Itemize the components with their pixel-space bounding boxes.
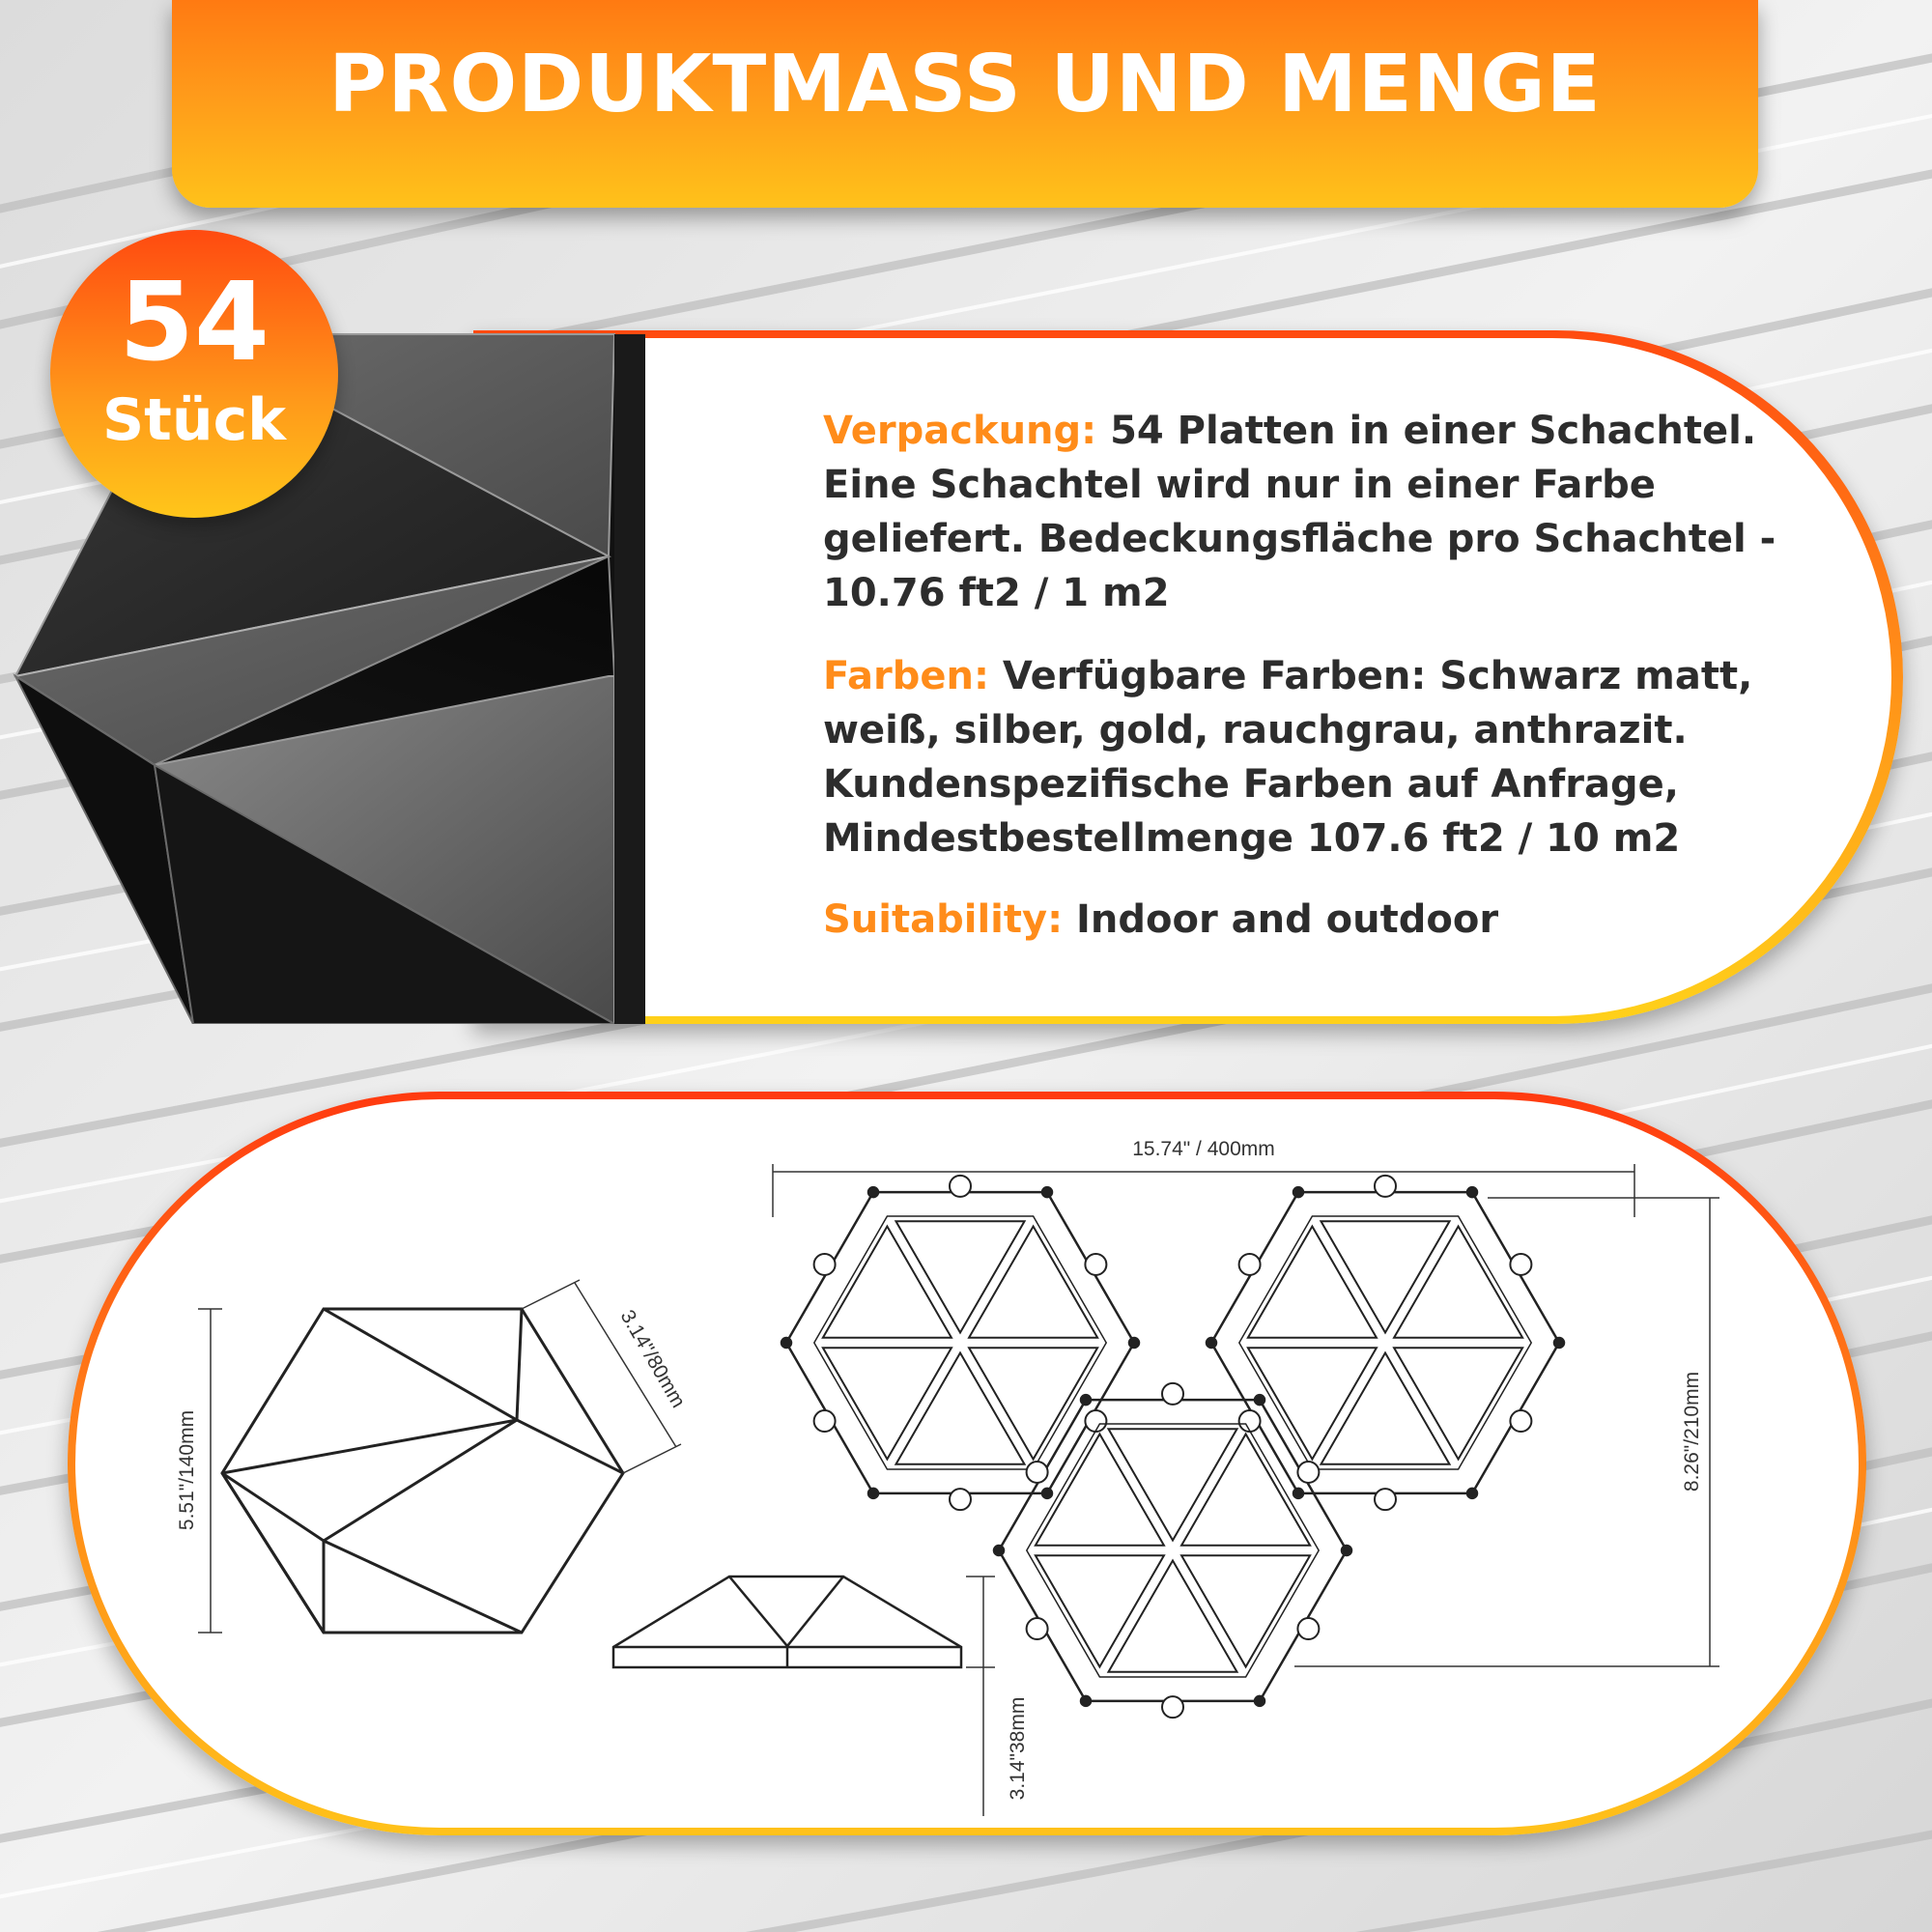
mold-triangle-cell bbox=[823, 1227, 952, 1338]
mold-pin bbox=[1293, 1187, 1303, 1197]
quantity-badge bbox=[50, 230, 338, 518]
tile-height-label: 5.51"/140mm bbox=[176, 1409, 198, 1531]
mold-pin bbox=[994, 1546, 1004, 1555]
mold-total-width-dimension bbox=[773, 1164, 1634, 1217]
page-title: PRODUKTMASS UND MENGE bbox=[328, 39, 1602, 130]
mold-pin bbox=[1467, 1187, 1477, 1197]
technical-drawing bbox=[68, 1092, 1866, 1835]
spec-packaging bbox=[823, 404, 1847, 620]
mold-triangle-cell bbox=[1248, 1348, 1377, 1459]
mold-notch bbox=[1297, 1462, 1319, 1483]
quantity-number: 54 bbox=[119, 260, 270, 385]
mold-triangle-cell bbox=[1036, 1435, 1164, 1546]
mold-notch bbox=[1162, 1696, 1183, 1718]
mold-notch bbox=[1510, 1254, 1531, 1275]
mold-width-label: 15.74" / 400mm bbox=[1132, 1138, 1275, 1160]
mold-triangle-cell bbox=[1036, 1555, 1164, 1666]
spec-suitability-value: Indoor and outdoor bbox=[1076, 897, 1499, 942]
tile-depth-dimension bbox=[966, 1577, 995, 1816]
mold-layout bbox=[781, 1176, 1564, 1718]
mold-triangle-cell bbox=[895, 1352, 1024, 1463]
mold-pin bbox=[868, 1489, 878, 1498]
mold-triangle-cell bbox=[895, 1221, 1024, 1332]
mold-triangle-cell bbox=[1181, 1555, 1310, 1666]
mold-notch bbox=[1085, 1254, 1106, 1275]
mold-pin bbox=[868, 1187, 878, 1197]
mold-pin bbox=[781, 1338, 791, 1348]
mold-pin bbox=[1081, 1696, 1091, 1706]
mold-notch bbox=[1375, 1489, 1396, 1510]
mold-pin bbox=[1255, 1696, 1264, 1706]
spec-packaging-value: 54 Platten in einer Schachtel. Eine Schachtel wird nur in einer Farbe geliefert. Bedeckungsfläche pro Schachtel - 10.76 ft2 / 1 m2 bbox=[823, 409, 1776, 615]
mold-notch bbox=[1085, 1410, 1106, 1432]
mold-pin bbox=[1293, 1489, 1303, 1498]
mold-pin bbox=[1042, 1187, 1052, 1197]
spec-colors-value: Verfügbare Farben: Schwarz matt, weiß, silber, gold, rauchgrau, anthrazit. Kundenspezifische Farben auf Anfrage, Mindestbestellmenge 107.6 ft2 / 10 m2 bbox=[823, 654, 1753, 861]
spec-packaging-label: Verpackung: bbox=[823, 409, 1097, 453]
spec-colors-label: Farben: bbox=[823, 654, 989, 698]
tile-side-view bbox=[613, 1577, 961, 1667]
tile-front-view bbox=[222, 1309, 623, 1633]
mold-pin bbox=[1467, 1489, 1477, 1498]
quantity-unit: Stück bbox=[101, 386, 287, 454]
mold-triangle-cell bbox=[823, 1348, 952, 1459]
mold-triangle-cell bbox=[1321, 1221, 1449, 1332]
mold-pin bbox=[1554, 1338, 1564, 1348]
mold-notch bbox=[1239, 1254, 1261, 1275]
mold-pin bbox=[1081, 1395, 1091, 1405]
spec-colors bbox=[823, 649, 1847, 866]
tile-height-dimension bbox=[198, 1309, 222, 1633]
mold-triangle-cell bbox=[1321, 1352, 1449, 1463]
mold-notch bbox=[950, 1489, 971, 1510]
mold-notch bbox=[814, 1410, 836, 1432]
mold-notch bbox=[814, 1254, 836, 1275]
mold-triangle-cell bbox=[1108, 1429, 1236, 1540]
mold-pin bbox=[1129, 1338, 1139, 1348]
mold-notch bbox=[950, 1176, 971, 1197]
mold-height-label: 8.26"/210mm bbox=[1681, 1371, 1703, 1492]
mold-notch bbox=[1375, 1176, 1396, 1197]
mold-triangle-cell bbox=[1248, 1227, 1377, 1338]
mold-pin bbox=[1342, 1546, 1351, 1555]
tile-depth-label: 3.14"38mm bbox=[1007, 1696, 1029, 1801]
mold-triangle-cell bbox=[1394, 1227, 1522, 1338]
mold-triangle-cell bbox=[1108, 1560, 1236, 1671]
mold-triangle-cell bbox=[1394, 1348, 1522, 1459]
mold-notch bbox=[1162, 1383, 1183, 1405]
mold-triangle-cell bbox=[969, 1227, 1097, 1338]
spec-suitability bbox=[823, 893, 1847, 947]
mold-pin bbox=[1042, 1489, 1052, 1498]
mold-pin bbox=[1207, 1338, 1216, 1348]
header-banner bbox=[172, 0, 1758, 208]
mold-notch bbox=[1239, 1410, 1261, 1432]
mold-triangle-cell bbox=[1181, 1435, 1310, 1546]
mold-pin bbox=[1255, 1395, 1264, 1405]
mold-notch bbox=[1027, 1462, 1048, 1483]
mold-notch bbox=[1297, 1618, 1319, 1639]
mold-triangle-cell bbox=[969, 1348, 1097, 1459]
tile-edge-label: 3.14"/80mm bbox=[615, 1306, 690, 1412]
mold-notch bbox=[1027, 1618, 1048, 1639]
mold-notch bbox=[1510, 1410, 1531, 1432]
spec-suitability-label: Suitability: bbox=[823, 897, 1064, 942]
